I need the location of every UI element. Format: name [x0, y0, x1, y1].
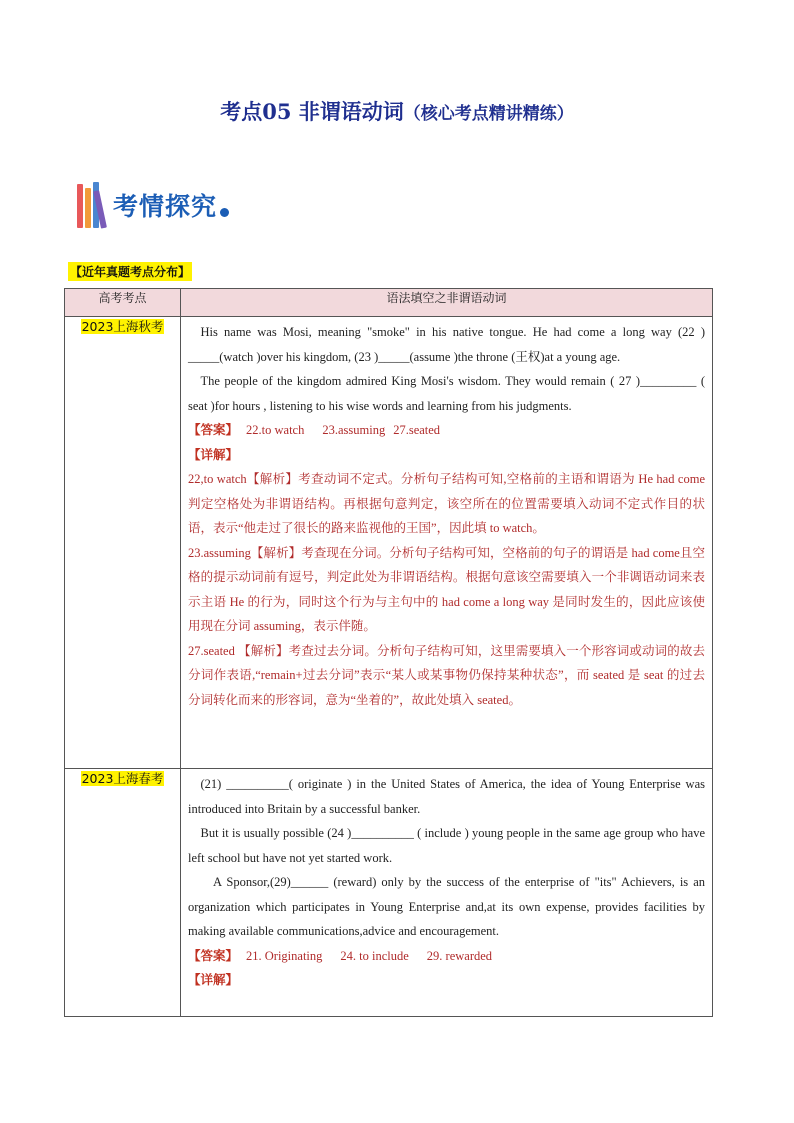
passage-paragraph: His name was Mosi, meaning "smoke" in his native tongue. He had come a long way (22 ) _____(watch )over his kingdom, (23 )_____(assume )the throne (王权)at a young age.	[188, 325, 705, 364]
detail-line	[188, 443, 705, 468]
page-title	[0, 96, 794, 126]
row-content	[181, 317, 713, 769]
answer-item: 23.assuming	[322, 423, 386, 437]
answer-item: 29. rewarded	[426, 948, 493, 963]
answer-item: 24. to include	[340, 948, 409, 963]
answer-label: 【答案】	[188, 422, 239, 437]
page-title-main: 考点05 非谓语动词	[220, 99, 404, 124]
row-label-cell	[65, 317, 181, 769]
answer-item: 21. Originating	[246, 948, 323, 963]
banner-dot	[220, 208, 229, 217]
books-icon	[77, 182, 107, 228]
answer-label: 【答案】	[188, 947, 239, 963]
answer-item: 22.to watch	[246, 423, 305, 437]
detail-line	[188, 968, 705, 993]
header-topic: 语法填空之非谓语动词	[181, 289, 713, 317]
page-title-sub: （核心考点精讲精练）	[403, 104, 574, 124]
section-label: 【近年真题考点分布】	[68, 262, 192, 281]
passage-paragraph: A Sponsor,(29)______ (reward) only by the success of the enterprise of "its" Achievers, is an organization which participates in Young Enterprise and,at its own expense, provides facilities by making available communications,advice and encouragement.	[188, 875, 705, 938]
passage-paragraph: (21) __________( originate ) in the United States of America, the idea of Young Enterprise was introduced into Britain by a successful banker.	[188, 777, 705, 816]
section-banner	[77, 180, 229, 230]
header-exam-point: 高考考点	[65, 289, 181, 317]
row-content	[181, 769, 713, 1017]
table-row	[65, 769, 713, 1017]
answer-line	[188, 418, 705, 443]
row-label: 2023上海秋考	[81, 319, 164, 334]
row-label-cell	[65, 769, 181, 1017]
explanation-paragraph: 27.seated 【解析】考查过去分词。分析句子结构可知，这里需要填入一个形容词或动词的故去分词作表语,“remain+过去分词”表示“某人或某事物仍保持某种状态”，而 seated 是 seat 的过去分词转化而来的形容词，意为“坐着的”，故此处填入 seated。	[188, 643, 705, 707]
answer-line	[188, 944, 705, 969]
explanation-paragraph: 23.assuming【解析】考查现在分词。分析句子结构可知，空格前的句子的谓语是 had come且空格的提示动词前有逗号，判定此处为非谓语结构。根据句意该空需要填入一个非调语动词来表示主语 He 的行为，同时这个行为与主句中的 had come a long way 是同时发生的，因此应该使用现在分词 assuming，表示伴随。	[188, 545, 705, 633]
exam-table	[64, 288, 713, 1017]
table-header-row	[65, 289, 713, 317]
passage-paragraph: The people of the kingdom admired King Mosi's wisdom. They would remain ( 27 )_________ ( seat )for hours , listening to his wise words and learning from his judgments.	[188, 374, 705, 413]
passage-paragraph: But it is usually possible (24 )__________ ( include ) young people in the same age group who have left school but have not yet started work.	[188, 826, 705, 865]
detail-label: 【详解】	[188, 446, 239, 462]
row-label: 2023上海春考	[81, 771, 164, 786]
banner-title: 考情探究	[113, 192, 218, 221]
answer-item: 27.seated	[393, 423, 441, 437]
detail-label: 【详解】	[188, 972, 239, 987]
explanation-paragraph: 22,to watch【解析】考查动词不定式。分析句子结构可知,空格前的主语和谓语为 He had come 判定空格处为非谓语结构。再根据句意判定，该空所在的位置需要填入动词不定式作目的状语，表示“他走过了很长的路来监视他的王国”，因此填 to watch。	[188, 472, 705, 535]
table-row	[65, 317, 713, 769]
